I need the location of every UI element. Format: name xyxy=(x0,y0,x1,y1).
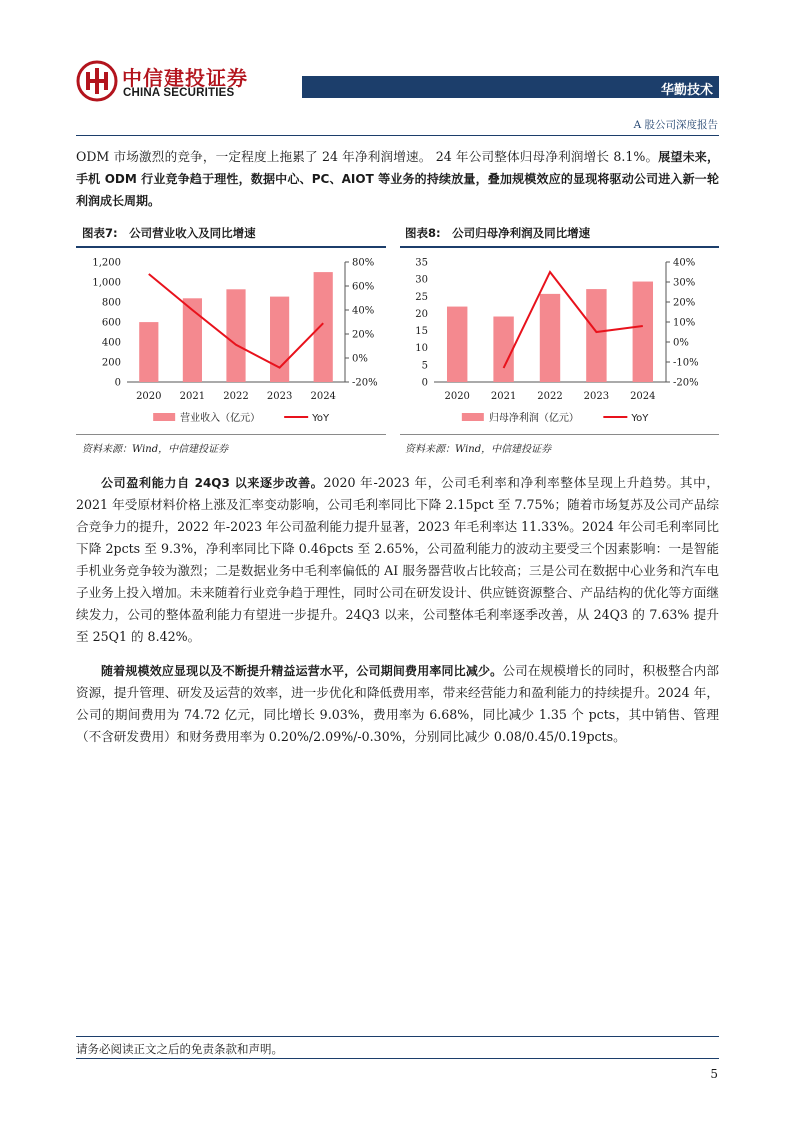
y2-tick-label: 30% xyxy=(673,277,696,289)
y2-tick-label: -20% xyxy=(352,377,378,389)
y2-tick-label: 10% xyxy=(673,317,696,329)
x-tick-label: 2021 xyxy=(490,391,517,402)
y-tick-label: 0 xyxy=(421,377,428,389)
x-tick-label: 2022 xyxy=(537,391,563,402)
paragraph-profitability xyxy=(76,472,719,648)
x-tick-label: 2024 xyxy=(630,391,656,402)
legend-bar-swatch xyxy=(153,413,175,421)
y2-tick-label: -10% xyxy=(673,357,699,369)
legend-bar-label: 归母净利润（亿元） xyxy=(488,413,579,424)
y2-tick-label: 80% xyxy=(352,257,375,269)
y-tick-label: 25 xyxy=(415,291,428,303)
y2-tick-label: 40% xyxy=(352,305,375,317)
y2-tick-label: 20% xyxy=(352,329,375,341)
figure-7-source: 资料来源：Wind，中信建投证券 xyxy=(82,444,229,455)
figure-8-title: 图表8: 公司归母净利润及同比增速 xyxy=(405,226,591,240)
y-tick-label: 0 xyxy=(114,377,121,389)
disclaimer: 请务必阅读正文之后的免责条款和声明。 xyxy=(76,1042,283,1056)
bar-2023 xyxy=(270,297,289,382)
paragraph-text: 公司在规模增长的同时，积极整合内部资源，提升管理、研发及运营的效率，进一步优化和降低费用率，带来经营能力和盈利能力的持续提升。2024 年，公司的期间费用为 74.72 亿元，同比增长 9.03%，费用率为 6.68%，同比减少 1.35 个 pcts，其中销售、管理（不含研发费用）和财务费用率为 0.20%/2.09%/-0.30%，分别同比减少 0.08/0.45/0.19pcts。 xyxy=(76,663,719,744)
x-tick-label: 2020 xyxy=(136,391,162,402)
company-logo-icon xyxy=(76,60,118,102)
x-tick-label: 2024 xyxy=(310,391,336,402)
paragraph-highlight: 公司盈利能力自 24Q3 以来逐步改善。 xyxy=(101,476,324,490)
legend-bar-swatch xyxy=(462,413,484,421)
figure-8-source: 资料来源：Wind，中信建投证券 xyxy=(405,444,552,455)
legend-line-label: YoY xyxy=(631,413,649,424)
bar-2020 xyxy=(139,322,158,382)
yoy-line xyxy=(504,272,643,368)
x-tick-label: 2023 xyxy=(266,391,293,402)
y2-tick-label: 0% xyxy=(673,337,689,349)
brand-logo xyxy=(76,60,251,102)
x-tick-label: 2020 xyxy=(444,391,470,402)
paragraph-highlight: 展望未来，手机 ODM 行业竞争趋于理性，数据中心、PC、AIOT 等业务的持续放量，叠加规模效应的显现将驱动公司进入新一轮利润成长周期。 xyxy=(76,150,719,208)
paragraph-highlight: 随着规模效应显现以及不断提升精益运营水平，公司期间费用率同比减少。 xyxy=(101,664,503,678)
y-tick-label: 10 xyxy=(415,343,428,355)
figure-7-title: 图表7: 公司营业收入及同比增速 xyxy=(82,226,256,240)
revenue-chart xyxy=(76,250,388,430)
x-tick-label: 2022 xyxy=(223,391,249,402)
y2-tick-label: 60% xyxy=(352,281,375,293)
page-number: 5 xyxy=(710,1067,718,1081)
footer-divider-bottom xyxy=(76,1058,719,1059)
legend-bar-label: 营业收入（亿元） xyxy=(180,413,261,424)
y-tick-label: 600 xyxy=(101,317,121,329)
net-profit-chart xyxy=(400,250,719,430)
y-tick-label: 5 xyxy=(421,360,428,372)
y2-tick-label: 40% xyxy=(673,257,696,269)
bar-2021 xyxy=(493,317,513,382)
bar-2020 xyxy=(447,307,467,382)
paragraph-text: ODM 市场激烈的竞争，一定程度上拖累了 24 年净利润增速。 24 年公司整体归母净利润增长 8.1%。 xyxy=(76,149,659,164)
y-tick-label: 800 xyxy=(101,297,121,309)
header-bar xyxy=(302,76,719,98)
y-tick-label: 35 xyxy=(415,257,428,269)
bar-2023 xyxy=(586,289,606,382)
y-tick-label: 20 xyxy=(415,308,428,320)
paragraph-text: 2020 年-2023 年，公司毛利率和净利率整体呈现上升趋势。其中，2021 年受原材料价格上涨及汇率变动影响，公司毛利率同比下降 2.15pct 至 7.75%；随着市场复苏及公司产品综合竞争力的提升，2022 年-2023 年公司盈利能力提升显著，2023 年毛利率达 11.33%。2024 年公司毛利率同比下降 2pcts 至 9.3%，净利率同比下降 0.46pcts 至 2.65%，公司盈利能力的波动主要受三个因素影响：一是智能手机业务竞争较为激烈；二是数据业务中毛利率偏低的 AI 服务器营收占比较高；三是公司在数据中心业务和汽车电子业务上投入增加。未来随着行业竞争趋于理性，同时公司在研发设计、供应链资源整合、产品结构的优化等方面继续发力，公司的整体盈利能力有望进一步提升。24Q3 以来，公司整体毛利率逐季改善，从 24Q3 的 7.63% 提升至 25Q1 的 8.42%。 xyxy=(76,475,719,644)
figure-7-bottom-rule xyxy=(76,434,386,435)
y2-tick-label: 0% xyxy=(352,353,368,365)
x-tick-label: 2021 xyxy=(179,391,206,402)
legend-line-label: YoY xyxy=(312,413,330,424)
figure-8-bottom-rule xyxy=(400,434,719,435)
y-tick-label: 200 xyxy=(101,357,121,369)
x-tick-label: 2023 xyxy=(583,391,610,402)
figure-7-rule xyxy=(76,246,386,248)
company-name: 华勤技术 xyxy=(660,83,713,98)
paragraph-profit-outlook xyxy=(76,146,719,212)
footer-divider xyxy=(76,1036,719,1037)
brand-name-en: CHINA SECURITIES xyxy=(123,87,235,99)
y-tick-label: 1,200 xyxy=(92,257,121,269)
header-divider xyxy=(76,135,719,136)
y2-tick-label: -20% xyxy=(673,377,699,389)
bar-2022 xyxy=(226,289,245,382)
y-tick-label: 1,000 xyxy=(92,277,121,289)
paragraph-expense-ratio xyxy=(76,660,719,748)
y-tick-label: 15 xyxy=(415,326,428,338)
brand-name-cn: 中信建投证券 xyxy=(122,66,248,90)
bar-2024 xyxy=(633,282,653,382)
y-tick-label: 400 xyxy=(101,337,121,349)
figure-8-rule xyxy=(400,246,719,248)
y2-tick-label: 20% xyxy=(673,297,696,309)
bar-2022 xyxy=(540,294,560,382)
report-type: A 股公司深度报告 xyxy=(633,119,718,131)
y-tick-label: 30 xyxy=(415,274,428,286)
bar-2024 xyxy=(314,272,333,382)
